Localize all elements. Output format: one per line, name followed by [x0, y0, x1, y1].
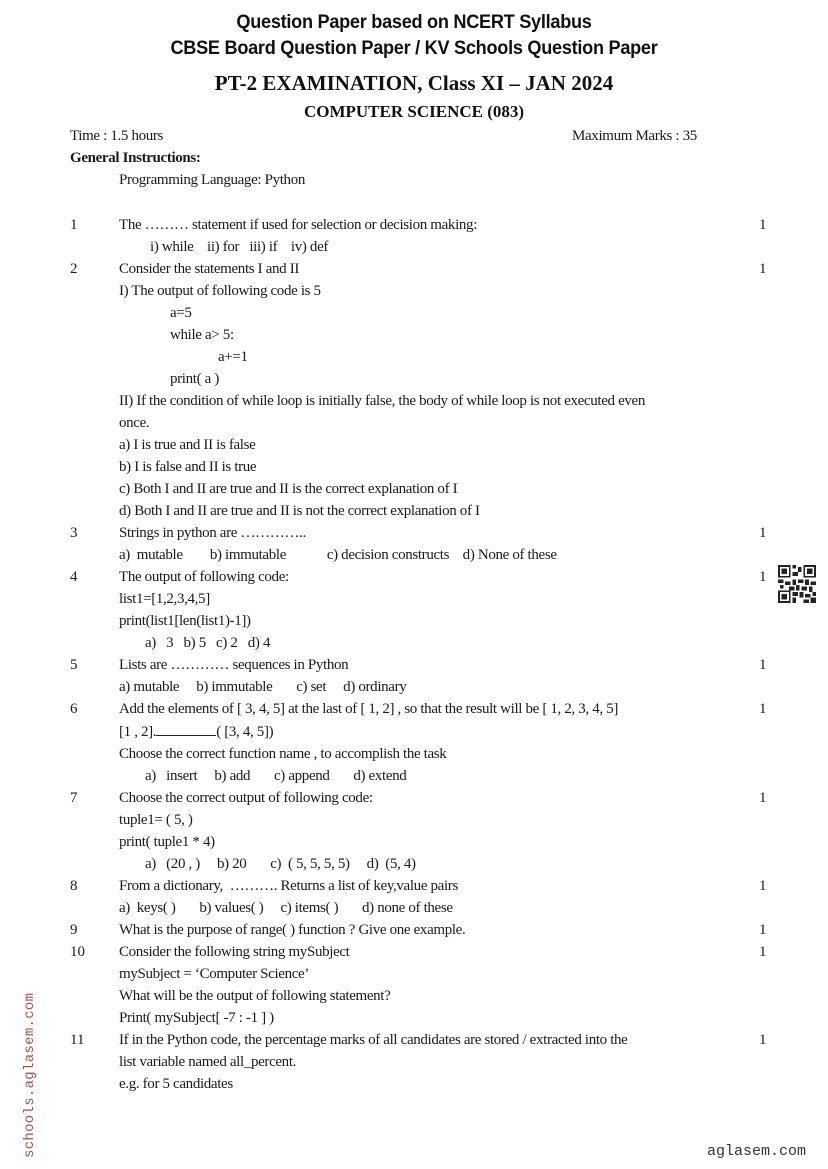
question-text: What is the purpose of range( ) function ? Give one example. — [119, 922, 466, 938]
question-marks: 1 — [759, 569, 767, 585]
statement-one: I) The output of following code is 5 — [119, 283, 321, 299]
header-line-1: Question Paper based on NCERT Syllabus — [236, 11, 592, 33]
question-number: 4 — [70, 569, 78, 585]
code-line: Print( mySubject[ -7 : -1 ] ) — [119, 1010, 274, 1026]
code-line: a=5 — [170, 305, 192, 321]
option-d: d) Both I and II are true and II is not the correct explanation of I — [119, 503, 480, 519]
question-number: 1 — [70, 217, 78, 233]
option-a: a) I is true and II is false — [119, 437, 256, 453]
question-text: The output of following code: — [119, 569, 289, 585]
statement-two: II) If the condition of while loop is initially false, the body of while loop is not executed even — [119, 393, 645, 409]
question-number: 11 — [70, 1032, 85, 1048]
question-instruction: Choose the correct function name , to accomplish the task — [119, 746, 447, 762]
question-number: 9 — [70, 922, 78, 938]
question-number: 6 — [70, 701, 78, 717]
question-number: 2 — [70, 261, 78, 277]
question-text: If in the Python code, the percentage marks of all candidates are stored / extracted into the — [119, 1032, 628, 1048]
question-number: 8 — [70, 878, 78, 894]
code-line: list1=[1,2,3,4,5] — [119, 591, 210, 607]
question-text: From a dictionary, ………. Returns a list of key,value pairs — [119, 878, 458, 894]
question-subtext: What will be the output of following statement? — [119, 988, 391, 1004]
question-marks: 1 — [759, 1032, 767, 1048]
exam-title: PT-2 EXAMINATION, Class XI – JAN 2024 — [214, 71, 614, 95]
instruction-item: Programming Language: Python — [119, 172, 306, 188]
max-marks-label: Maximum Marks : 35 — [572, 128, 697, 144]
question-marks: 1 — [759, 878, 767, 894]
question-options: a) insert b) add c) append d) extend — [145, 768, 407, 784]
code-line — [119, 722, 273, 741]
question-marks: 1 — [759, 790, 767, 806]
instructions-heading: General Instructions: — [70, 150, 201, 166]
question-marks: 1 — [759, 525, 767, 541]
question-text: Choose the correct output of following code: — [119, 790, 373, 806]
code-line: tuple1= ( 5, ) — [119, 812, 193, 828]
question-marks: 1 — [759, 944, 767, 960]
question-marks: 1 — [759, 922, 767, 938]
header-line-2: CBSE Board Question Paper / KV Schools Question Paper — [170, 37, 658, 59]
qr-code-icon — [778, 565, 816, 603]
question-options: a) mutable b) immutable c) decision constructs d) None of these — [119, 547, 557, 563]
question-options: a) keys( ) b) values( ) c) items( ) d) none of these — [119, 900, 453, 916]
fill-blank — [156, 722, 216, 736]
option-c: c) Both I and II are true and II is the correct explanation of I — [119, 481, 458, 497]
question-marks: 1 — [759, 701, 767, 717]
question-number: 7 — [70, 790, 78, 806]
code-line: a+=1 — [218, 349, 248, 365]
question-text: Lists are ………… sequences in Python — [119, 657, 349, 673]
question-text: Add the elements of [ 3, 4, 5] at the last of [ 1, 2] , so that the result will be [ 1, 2, 3, 4, 5] — [119, 701, 618, 717]
question-text: The ……… statement if used for selection or decision making: — [119, 217, 478, 233]
question-number: 10 — [70, 944, 85, 960]
code-line: while a> 5: — [170, 327, 234, 343]
code-prefix: [1 , 2]. — [119, 724, 157, 740]
question-options: i) while ii) for iii) if iv) def — [150, 239, 329, 255]
option-b: b) I is false and II is true — [119, 459, 257, 475]
question-options: a) (20 , ) b) 20 c) ( 5, 5, 5, 5) d) (5, 4) — [145, 856, 416, 872]
question-text: Strings in python are ………….. — [119, 525, 306, 541]
question-marks: 1 — [759, 657, 767, 673]
code-line: mySubject = ‘Computer Science’ — [119, 966, 309, 982]
statement-two-cont: once. — [119, 415, 150, 431]
watermark-left: schools.aglasem.com — [22, 992, 38, 1158]
question-text: Consider the following string mySubject — [119, 944, 350, 960]
question-text: Consider the statements I and II — [119, 261, 299, 277]
question-marks: 1 — [759, 217, 767, 233]
watermark-right: aglasem.com — [707, 1143, 807, 1160]
time-label: Time : 1.5 hours — [70, 128, 164, 144]
question-number: 3 — [70, 525, 78, 541]
question-text-cont: list variable named all_percent. — [119, 1054, 297, 1070]
question-options: a) 3 b) 5 c) 2 d) 4 — [145, 635, 271, 651]
code-line: print( a ) — [170, 371, 219, 387]
question-options: a) mutable b) immutable c) set d) ordinary — [119, 679, 407, 695]
code-line: print( tuple1 * 4) — [119, 834, 215, 850]
code-suffix: ( [3, 4, 5]) — [216, 724, 274, 740]
subject-title: COMPUTER SCIENCE (083) — [303, 102, 525, 121]
question-number: 5 — [70, 657, 78, 673]
question-marks: 1 — [759, 261, 767, 277]
question-example: e.g. for 5 candidates — [119, 1076, 233, 1092]
code-line: print(list1[len(list1)-1]) — [119, 613, 251, 629]
